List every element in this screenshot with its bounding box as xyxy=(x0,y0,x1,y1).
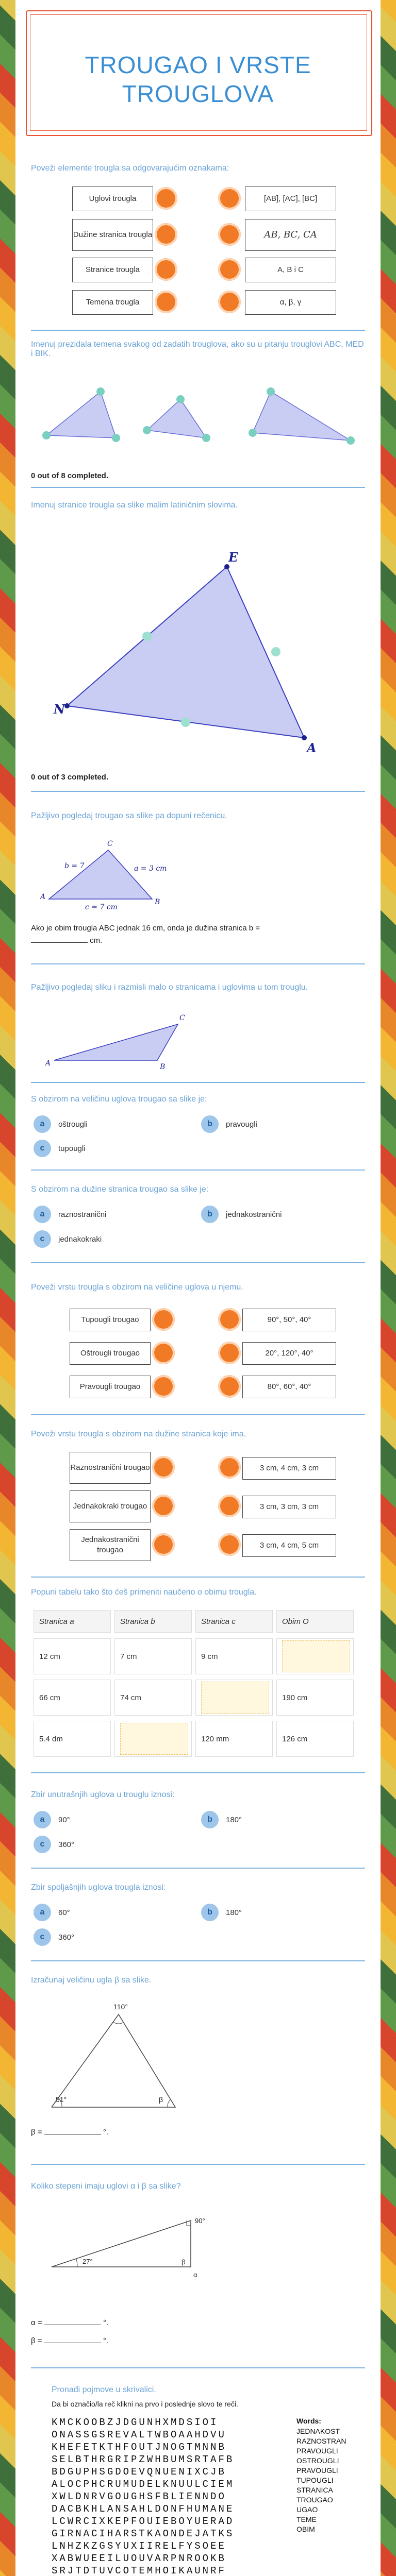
divider xyxy=(31,1414,365,1415)
q8-left-1[interactable]: Tupougli trougao xyxy=(70,1309,151,1331)
table-cell: 12 cm xyxy=(34,1638,111,1674)
word-list-item: PRAVOUGLI xyxy=(296,2447,338,2455)
q8-left-2[interactable]: Oštrougli trougao xyxy=(70,1342,151,1365)
word-list-item: TUPOUGLI xyxy=(296,2476,334,2484)
q6-section xyxy=(31,1095,365,1104)
q9-left-2[interactable]: Jednakokraki trougao xyxy=(70,1490,151,1522)
word-list-item: RAZNOSTRAN xyxy=(296,2437,346,2445)
q2-score: 0 out of 8 completed. xyxy=(31,471,109,480)
q9-right-2-handle[interactable] xyxy=(218,1495,241,1517)
word-search-row[interactable]: LCWRCIXKEPFOUIEBOYUERAD xyxy=(52,2516,235,2527)
divider xyxy=(31,1577,365,1578)
q1-right-4-handle[interactable] xyxy=(218,291,241,313)
svg-text:27°: 27° xyxy=(82,2258,93,2265)
q4-section xyxy=(31,811,365,821)
q9-left-3[interactable]: Jednakostranični trougao xyxy=(70,1529,151,1561)
word-search-row[interactable]: KMCKOOBZJDGUNHXMDSIOI xyxy=(52,2417,219,2428)
q14-answer-beta: β = °. xyxy=(31,2336,109,2345)
worksheet-card xyxy=(15,0,381,2576)
q11-section xyxy=(31,1790,365,1800)
q8-right-3[interactable]: 80°, 60°, 40° xyxy=(242,1376,336,1398)
table-cell: 74 cm xyxy=(114,1680,192,1716)
svg-text:β: β xyxy=(182,2258,186,2266)
divider xyxy=(31,1170,365,1171)
q14-section xyxy=(31,2182,365,2191)
word-search-row[interactable]: BDGUPHSGDOEVQNUENIXCJB xyxy=(52,2466,226,2478)
table-cell: 120 mm xyxy=(195,1721,273,1757)
q3-triangle-figure xyxy=(46,536,356,762)
q9-right-1-handle[interactable] xyxy=(218,1456,241,1479)
divider xyxy=(31,2164,365,2165)
q4-sentence: Ako je obim trougla ABC jednak 16 cm, onda je dužina stranica b = cm. xyxy=(31,924,260,945)
q4-answer-input[interactable] xyxy=(31,942,88,943)
q9-section xyxy=(31,1430,365,1439)
q8-right-3-handle[interactable] xyxy=(218,1375,241,1398)
q12-option-b[interactable]: b 180° xyxy=(201,1904,242,1921)
q1-right-2-handle[interactable] xyxy=(218,223,241,246)
q9-prompt: Poveži vrstu trougla s obzirom na dužine stranica koje ima. xyxy=(31,1430,246,1438)
word-list xyxy=(296,2427,346,2534)
q11-option-c[interactable]: c 360° xyxy=(34,1836,74,1853)
q8-right-1[interactable]: 90°, 50°, 40° xyxy=(242,1309,336,1331)
svg-text:A: A xyxy=(40,893,46,901)
q7-prompt: S obzirom na dužine stranica trougao sa slike je: xyxy=(31,1185,209,1194)
svg-text:A: A xyxy=(45,1059,51,1067)
q10-input-r2[interactable] xyxy=(201,1682,269,1714)
q10-section xyxy=(31,1588,365,1597)
q13-triangle-figure xyxy=(41,1999,206,2117)
page-title: TROUGAO I VRSTE TROUGLOVA xyxy=(85,52,311,107)
word-search-row[interactable]: ALOCPHCRUMUDELKNUULCIEM xyxy=(52,2479,235,2490)
q8-right-2[interactable]: 20°, 120°, 40° xyxy=(242,1342,336,1365)
word-search-row[interactable]: LNHZKZGSYUXIIRELFYSOEE xyxy=(52,2540,226,2552)
word-list-item: OBIM xyxy=(296,2525,315,2533)
q15-instruction: Da bi označio/la reč klikni na prvo i poslednje slovo te reči. xyxy=(52,2400,238,2408)
q5-section xyxy=(31,983,365,992)
q1-right-1[interactable]: [AB], [AC], [BC] xyxy=(245,187,336,211)
svg-text:b = 7: b = 7 xyxy=(64,862,85,870)
q6-option-b[interactable]: b pravougli xyxy=(201,1115,257,1133)
q1-left-2[interactable]: Dužine stranica trougla xyxy=(72,219,153,251)
svg-text:c = 7 cm: c = 7 cm xyxy=(85,903,118,911)
q12-prompt: Zbir spoljašnjih uglova trougla iznosi: xyxy=(31,1883,166,1892)
q10-input-r3[interactable] xyxy=(120,1723,188,1755)
table-header: Stranica b xyxy=(114,1610,192,1633)
q10-prompt: Popuni tabelu tako što ćeš primeniti naučeno o obimu trougla. xyxy=(31,1588,257,1597)
q3-score: 0 out of 3 completed. xyxy=(31,773,109,782)
svg-text:B: B xyxy=(160,1063,166,1071)
svg-text:110°: 110° xyxy=(113,2003,128,2011)
word-search-row[interactable]: XABWUEEILUOUVARPNROOKB xyxy=(52,2553,226,2564)
q7-option-a[interactable]: a raznostranični xyxy=(34,1206,106,1223)
q1-right-3[interactable]: A, B i C xyxy=(245,258,336,282)
table-cell: 5.4 dm xyxy=(34,1721,111,1757)
q4-prompt: Pažljivo pogledaj trougao sa slike pa dopuni rečenicu. xyxy=(31,811,227,820)
q9-right-2[interactable]: 3 cm, 3 cm, 3 cm xyxy=(242,1496,336,1518)
table-header: Stranica c xyxy=(195,1610,273,1633)
q7-option-c[interactable]: c jednakokraki xyxy=(34,1230,102,1248)
q2-section xyxy=(31,340,365,359)
word-search-row[interactable]: SRJTDTUVCOTEMHOIKAUNRF xyxy=(52,2565,226,2576)
q11-option-b[interactable]: b 180° xyxy=(201,1811,242,1828)
word-list-item: TROUGAO xyxy=(296,2496,333,2504)
q13-prompt: Izračunaj veličinu ugla β sa slike. xyxy=(31,1976,152,1985)
q3-section xyxy=(31,501,365,510)
q9-right-3[interactable]: 3 cm, 4 cm, 5 cm xyxy=(242,1534,336,1557)
q1-left-4-handle[interactable] xyxy=(155,291,177,313)
q8-prompt: Poveži vrstu trougla s obzirom na veličine uglova u njemu. xyxy=(31,1283,243,1292)
divider xyxy=(31,330,365,331)
q14-triangle-figure xyxy=(46,2210,211,2287)
q11-prompt: Zbir unutrašnjih uglova u trouglu iznosi: xyxy=(31,1790,175,1799)
divider xyxy=(31,963,365,964)
svg-text:90°: 90° xyxy=(195,2217,205,2225)
word-search-row[interactable]: KHEFETKTHFOUTJNOGTMNNB xyxy=(52,2442,226,2453)
q14-answer-alpha: α = °. xyxy=(31,2318,109,2327)
q1-right-2[interactable]: AB, BC, CA xyxy=(245,219,336,251)
q9-left-1-handle[interactable] xyxy=(152,1456,175,1479)
q1-right-4[interactable]: α, β, γ xyxy=(245,290,336,315)
q12-section xyxy=(31,1883,365,1892)
svg-text:a = 3 cm: a = 3 cm xyxy=(134,865,167,873)
q8-left-1-handle[interactable] xyxy=(152,1308,175,1331)
divider xyxy=(31,791,365,792)
q14-prompt: Koliko stepeni imaju uglovi α i β sa slike? xyxy=(31,2182,181,2191)
q8-right-2-handle[interactable] xyxy=(218,1342,241,1364)
q12-option-a[interactable]: a 60° xyxy=(34,1904,70,1921)
word-search-row[interactable]: SELBTHRGRIPZWHBUMSRTAFB xyxy=(52,2454,235,2465)
word-list-item: TEME xyxy=(296,2515,317,2523)
q11-option-a[interactable]: a 90° xyxy=(34,1811,70,1828)
q3-vertex-e: E xyxy=(228,550,238,565)
divider xyxy=(31,1868,365,1869)
q1-right-1-handle[interactable] xyxy=(218,187,241,210)
q9-right-3-handle[interactable] xyxy=(218,1533,241,1556)
q7-option-b[interactable]: b jednakostranični xyxy=(201,1206,282,1223)
svg-text:β: β xyxy=(159,2095,163,2104)
q8-right-1-handle[interactable] xyxy=(218,1308,241,1331)
svg-text:α: α xyxy=(193,2271,197,2279)
table-cell: 7 cm xyxy=(114,1638,192,1674)
divider xyxy=(31,487,365,488)
word-search-row[interactable]: XWLDNRVGOUGHSFBLIENNDO xyxy=(52,2491,226,2502)
svg-text:C: C xyxy=(107,840,113,848)
q3-prompt: Imenuj stranice trougla sa slike malim latiničnim slovima. xyxy=(31,501,238,510)
q1-left-1-handle[interactable] xyxy=(155,187,177,210)
q5-prompt: Pažljivo pogledaj sliku i razmisli malo o stranicama i uglovima u tom trouglu. xyxy=(31,983,308,992)
table-cell: 66 cm xyxy=(34,1680,111,1716)
word-list-item: UGAO xyxy=(296,2505,318,2514)
q3-vertex-n: N xyxy=(54,702,65,717)
divider xyxy=(31,1082,365,1083)
table-header: Obim O xyxy=(276,1610,354,1633)
table-cell xyxy=(276,1638,354,1674)
q4-triangle-figure xyxy=(36,835,191,912)
table-cell xyxy=(114,1721,192,1757)
q6-prompt: S obzirom na veličinu uglova trougao sa slike je: xyxy=(31,1095,207,1104)
q1-right-3-handle[interactable] xyxy=(218,258,241,281)
word-search-row[interactable]: ONASSGSREVALTWBOAAHDVU xyxy=(52,2429,226,2441)
q1-left-3-handle[interactable] xyxy=(155,258,177,281)
q3-vertex-a: A xyxy=(307,740,317,755)
q6-option-c[interactable]: c tupougli xyxy=(34,1140,86,1157)
q1-prompt: Poveži elemente trougla sa odgovarajućim oznakama: xyxy=(31,164,229,173)
divider xyxy=(31,1772,365,1773)
header xyxy=(15,0,381,149)
q10-input-r1[interactable] xyxy=(282,1640,350,1672)
q6-option-a[interactable]: a oštrougli xyxy=(34,1115,88,1133)
q1-section xyxy=(31,164,365,173)
q8-left-3-handle[interactable] xyxy=(152,1375,175,1398)
table-cell: 190 cm xyxy=(276,1680,354,1716)
words-title: Words: xyxy=(296,2417,321,2425)
svg-text:B: B xyxy=(155,898,160,906)
q1-left-1[interactable]: Uglovi trougla xyxy=(72,187,153,211)
svg-text:C: C xyxy=(179,1014,185,1022)
q1-left-3[interactable]: Stranice trougla xyxy=(72,258,153,282)
table-cell xyxy=(195,1680,273,1716)
q9-right-1[interactable]: 3 cm, 4 cm, 3 cm xyxy=(242,1457,336,1480)
q15-prompt: Pronađi pojmove u skrivalici. xyxy=(52,2385,156,2394)
q13-section xyxy=(31,1976,365,1985)
q1-left-2-handle[interactable] xyxy=(155,223,177,246)
q9-left-1[interactable]: Raznostranični trougao xyxy=(70,1452,151,1484)
q8-left-3[interactable]: Pravougli trougao xyxy=(70,1376,151,1398)
word-list-item: STRANICA xyxy=(296,2486,333,2494)
q2-triangles-figure xyxy=(36,371,366,464)
q13-answer: β = °. xyxy=(31,2128,109,2137)
word-list-item: JEDNAKOST xyxy=(296,2427,340,2435)
q7-section xyxy=(31,1185,365,1194)
q2-prompt: Imenuj prezidala temena svakog od zadatih trouglova, ako su u pitanju trouglovi ABC, MED i BIK. xyxy=(31,340,364,358)
divider xyxy=(31,2367,365,2368)
divider xyxy=(31,1960,365,1961)
q9-left-2-handle[interactable] xyxy=(152,1495,175,1517)
table-header: Stranica a xyxy=(34,1610,111,1633)
q8-left-2-handle[interactable] xyxy=(152,1342,175,1364)
q12-option-c[interactable]: c 360° xyxy=(34,1928,74,1946)
q5-triangle-figure xyxy=(36,1005,191,1072)
divider xyxy=(31,1262,365,1263)
table-cell: 9 cm xyxy=(195,1638,273,1674)
q1-left-4[interactable]: Temena trougla xyxy=(72,290,153,315)
q15-section xyxy=(52,2385,386,2408)
word-list-item: PRAVOUGLI xyxy=(296,2466,338,2475)
svg-text:51°: 51° xyxy=(56,2095,67,2104)
q8-section xyxy=(31,1283,365,1292)
table-cell: 126 cm xyxy=(276,1721,354,1757)
q9-left-3-handle[interactable] xyxy=(152,1533,175,1556)
word-list-item: OSTROUGLI xyxy=(296,2456,339,2465)
word-search-row[interactable]: GIRNACIHARSTKAONDEJATKS xyxy=(52,2528,235,2539)
word-search-row[interactable]: DACBKHLANSAHLDONFHUMANE xyxy=(52,2503,235,2515)
